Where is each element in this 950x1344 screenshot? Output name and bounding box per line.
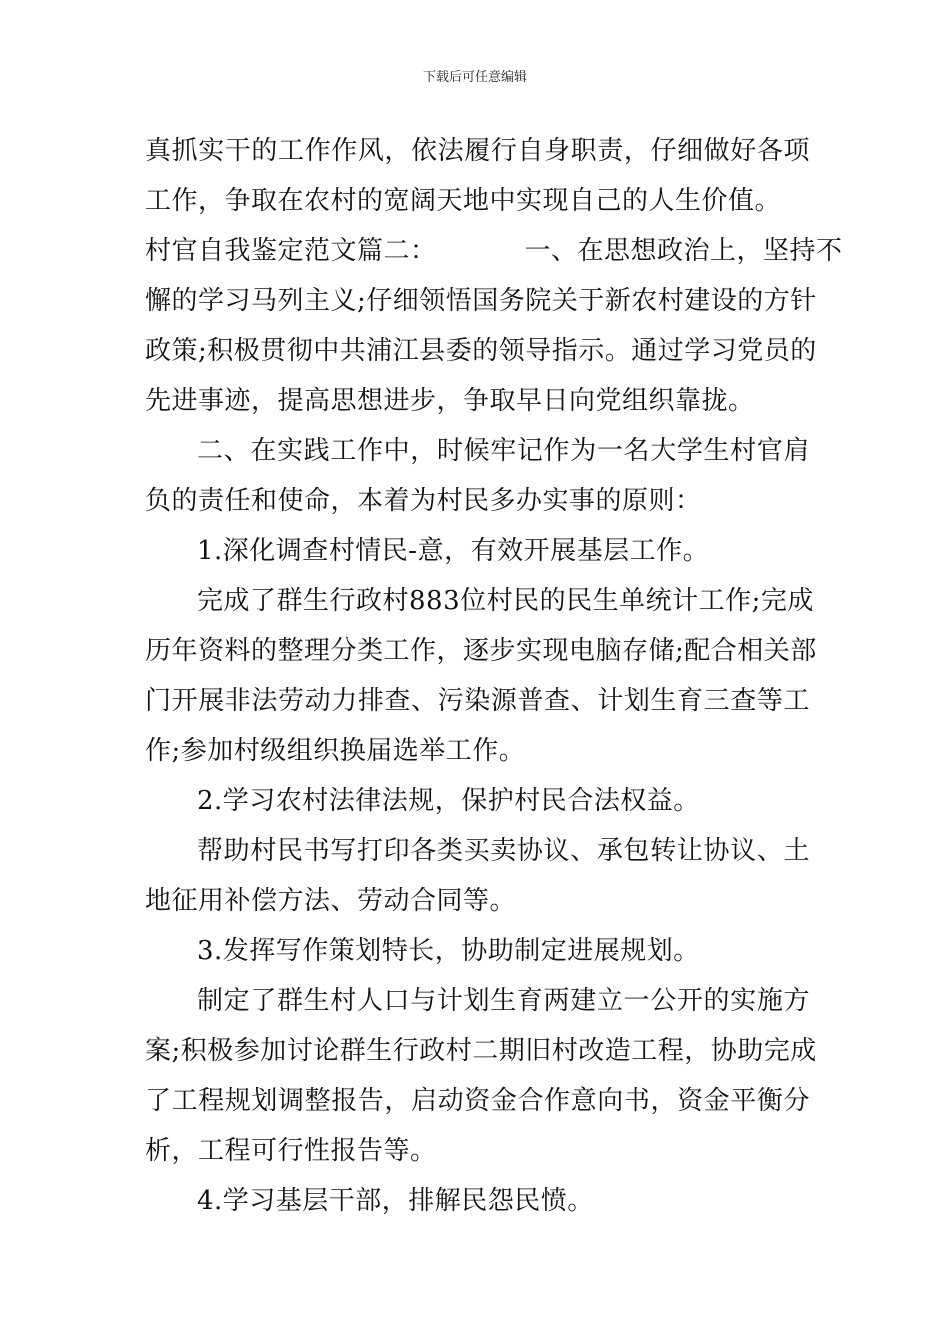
text-line-5: 政策;积极贯彻中共浦江县委的领导指示。通过学习党员的 (145, 336, 817, 366)
text-line-7: 二、在实践工作中，时候牢记作为一名大学生村官肩 (197, 436, 810, 466)
text-line-1: 真抓实干的工作作风，依法履行自身职责，仔细做好各项 (145, 136, 810, 166)
text-line-4: 懈的学习马列主义;仔细领悟国务院关于新农村建设的方针 (145, 286, 817, 316)
section-title: 村官自我鉴定范文篇二： (145, 236, 437, 266)
section-heading-line (145, 226, 843, 276)
text-line-15: 帮助村民书写打印各类买卖协议、承包转让协议、土 (197, 836, 810, 866)
text-line-11: 历年资料的整理分类工作，逐步实现电脑存储;配合相关部 (145, 636, 817, 666)
text-line-10: 完成了群生行政村883位村民的民生单统计工作;完成 (197, 586, 814, 616)
text-line-18: 制定了群生村人口与计划生育两建立一公开的实施方 (197, 986, 810, 1016)
item-heading-3: 3.发挥写作策划特长，协助制定进展规划。 (197, 936, 700, 966)
item-heading-4: 4.学习基层干部，排解民怨民愤。 (197, 1186, 594, 1216)
item-heading-1: 1.深化调查村情民-意，有效开展基层工作。 (197, 536, 710, 566)
text-line-20: 了工程规划调整报告，启动资金合作意向书，资金平衡分 (145, 1086, 810, 1116)
text-line-12: 门开展非法劳动力排查、污染源普查、计划生育三查等工 (145, 686, 810, 716)
text-line-8: 负的责任和使命，本着为村民多办实事的原则： (145, 486, 702, 516)
item-heading-2: 2.学习农村法律法规，保护村民合法权益。 (197, 786, 700, 816)
page-header: 下载后可任意编辑 (422, 70, 527, 85)
text-line-19: 案;积极参加讨论群生行政村二期旧村改造工程，协助完成 (145, 1036, 817, 1066)
text-line-2: 工作，争取在农村的宽阔天地中实现自己的人生价值。 (145, 186, 782, 216)
text-line-6: 先进事迹，提高思想进步，争取早日向党组织靠拢。 (145, 386, 755, 416)
text-line-21: 析，工程可行性报告等。 (145, 1136, 437, 1166)
text-line-13: 作;参加村级组织换届选举工作。 (145, 736, 526, 766)
section-point-one: 一、在思想政治上，坚持不 (524, 236, 843, 266)
document-body (145, 126, 843, 1226)
text-line-16: 地征用补偿方法、劳动合同等。 (145, 886, 517, 916)
